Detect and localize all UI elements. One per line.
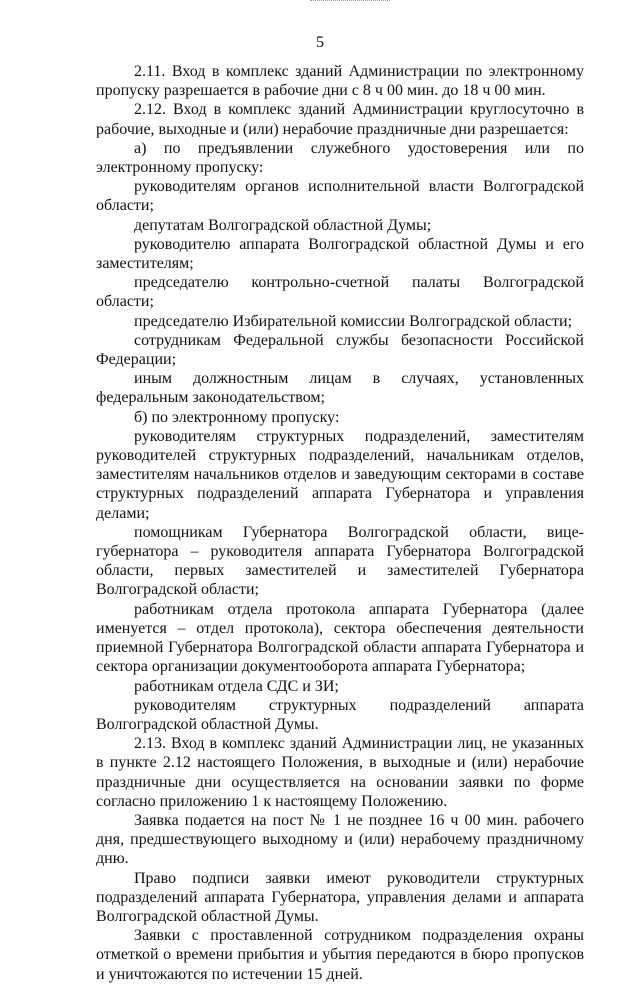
paragraph: 2.13. Вход в комплекс зданий Администрации лиц, не указанных в пункте 2.12 настоящего Положения, в выходные и (или) нерабочие праздничные дни осуществляется на основании заявки по форме согласно приложению 1 к настоящему Положению.: [96, 735, 584, 810]
paragraph: руководителям структурных подразделений, заместителям руководителей структурных подразделений, начальникам отделов, заместителям начальников отделов и заведующим секторами в составе структурных подразделений аппарата Губернатора и управления делами;: [96, 427, 584, 522]
paragraph: руководителю аппарата Волгоградской областной Думы и его заместителям;: [96, 235, 584, 273]
paragraph: а) по предъявлении служебного удостоверения или по электронному пропуску:: [96, 139, 584, 177]
paragraph: 2.11. Вход в комплекс зданий Администрации по электронному пропуску разрешается в рабочие дни с 8 ч 00 мин. до 18 ч 00 мин.: [96, 63, 584, 100]
paragraph: помощникам Губернатора Волгоградской области, вице-губернатора – руководителя аппарата Губернатора Волгоградской области, первых заместителей и заместителей Губернатора Волгоградской области;: [96, 523, 584, 599]
paragraph: руководителям структурных подразделений аппарата Волгоградской областной Думы.: [96, 696, 584, 733]
paragraph: работникам отдела протокола аппарата Губернатора (далее именуется – отдел протокола), сектора обеспечения деятельности приемной Губернатора Волгоградской области аппарата Губернатора и сектора организации документооборота аппарата Губернатора;: [96, 600, 584, 676]
paragraph: председателю контрольно-счетной палаты Волгоградской области;: [96, 274, 584, 311]
paragraph: руководителям органов исполнительной власти Волгоградской области;: [96, 178, 584, 215]
paragraph: работникам отдела СДС и ЗИ;: [134, 677, 339, 695]
paragraph: Заявки с проставленной сотрудником подразделения охраны отметкой о времени прибытия и убытия передаются в бюро пропусков и уничтожаются по истечении 15 дней.: [96, 927, 584, 983]
paragraph: 2.12. Вход в комплекс зданий Администрации круглосуточно в рабочие, выходные и (или) нерабочие праздничные дни разрешается:: [96, 101, 584, 138]
paragraph: Заявка подается на пост № 1 не позднее 16 ч 00 мин. рабочего дня, предшествующего выходному и (или) нерабочему праздничному дню.: [96, 811, 584, 868]
paragraph: иным должностным лицам в случаях, установленных федеральным законодательством;: [96, 370, 584, 407]
paragraph: Право подписи заявки имеют руководители структурных подразделений аппарата Губернатора, управления делами и аппарата Волгоградской областной Думы.: [96, 869, 584, 925]
top-dotted-rule: [310, 0, 390, 2]
paragraph: б) по электронному пропуску:: [134, 408, 340, 426]
paragraph: председателю Избирательной комиссии Волгоградской области;: [134, 312, 573, 330]
document-body: [96, 62, 584, 984]
paragraph: сотрудникам Федеральной службы безопасности Российской Федерации;: [96, 331, 584, 369]
page-number: 5: [316, 34, 324, 51]
paragraph: депутатам Волгоградской областной Думы;: [134, 216, 432, 234]
